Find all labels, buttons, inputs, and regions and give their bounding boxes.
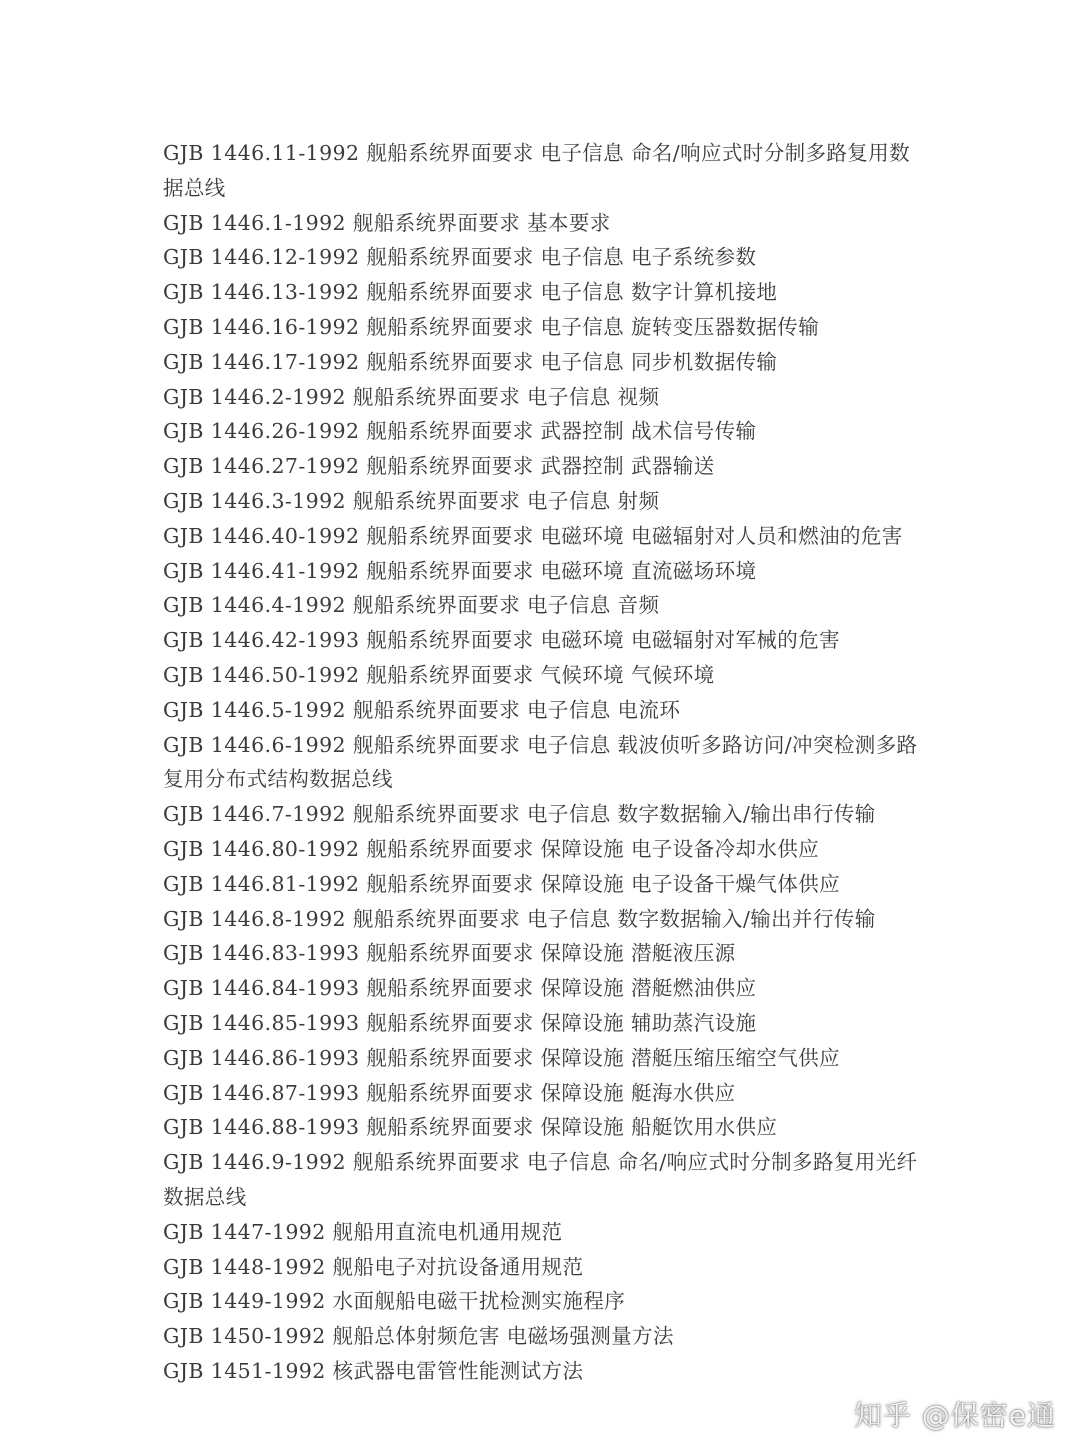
standard-entry: GJB 1446.87-1993 舰船系统界面要求 保障设施 艇海水供应	[163, 1080, 736, 1105]
standard-entry: GJB 1446.50-1992 舰船系统界面要求 气候环境 气候环境	[163, 662, 715, 687]
standard-entry: GJB 1451-1992 核武器电雷管性能测试方法	[163, 1358, 584, 1383]
standard-entry: GJB 1446.27-1992 舰船系统界面要求 武器控制 武器输送	[163, 454, 715, 479]
standard-entry: GJB 1447-1992 舰船用直流电机通用规范	[163, 1219, 563, 1244]
standard-entry: GJB 1446.41-1992 舰船系统界面要求 电磁环境 直流磁场环境	[163, 558, 757, 583]
standard-entry: GJB 1446.86-1993 舰船系统界面要求 保障设施 潜艇压缩压缩空气供应	[163, 1045, 840, 1070]
standard-entry: GJB 1446.26-1992 舰船系统界面要求 武器控制 战术信号传输	[163, 419, 757, 444]
standard-entry: GJB 1446.2-1992 舰船系统界面要求 电子信息 视频	[163, 384, 660, 409]
standard-entry: GJB 1446.11-1992 舰船系统界面要求 电子信息 命名/响应式时分制多路复用数据总线	[163, 141, 910, 200]
standard-entry: GJB 1446.17-1992 舰船系统界面要求 电子信息 同步机数据传输	[163, 349, 778, 374]
standard-entry: GJB 1446.81-1992 舰船系统界面要求 保障设施 电子设备干燥气体供应	[163, 871, 840, 896]
zhihu-watermark: 知乎 @保密e通	[853, 1399, 1056, 1432]
standard-entry: GJB 1446.9-1992 舰船系统界面要求 电子信息 命名/响应式时分制多路复用光纤数据总线	[163, 1150, 918, 1209]
standard-entry: GJB 1446.16-1992 舰船系统界面要求 电子信息 旋转变压器数据传输	[163, 314, 820, 339]
standard-entry: GJB 1446.6-1992 舰船系统界面要求 电子信息 载波侦听多路访问/冲突检测多路复用分布式结构数据总线	[163, 732, 918, 792]
standard-entry: GJB 1446.4-1992 舰船系统界面要求 电子信息 音频	[163, 593, 660, 618]
standard-entry: GJB 1446.12-1992 舰船系统界面要求 电子信息 电子系统参数	[163, 245, 757, 270]
standard-entry: GJB 1446.83-1993 舰船系统界面要求 保障设施 潜艇液压源	[163, 941, 736, 966]
standard-entry: GJB 1449-1992 水面舰船电磁干扰检测实施程序	[163, 1289, 626, 1314]
standard-entry: GJB 1446.8-1992 舰船系统界面要求 电子信息 数字数据输入/输出并行传输	[163, 906, 876, 931]
standard-entry: GJB 1446.80-1992 舰船系统界面要求 保障设施 电子设备冷却水供应	[163, 836, 820, 861]
standard-entry: GJB 1450-1992 舰船总体射频危害 电磁场强测量方法	[163, 1324, 674, 1349]
document-body	[163, 136, 923, 1389]
standard-entry: GJB 1446.7-1992 舰船系统界面要求 电子信息 数字数据输入/输出串行传输	[163, 802, 876, 827]
standard-entry: GJB 1446.88-1993 舰船系统界面要求 保障设施 船艇饮用水供应	[163, 1115, 778, 1140]
standard-entry: GJB 1446.3-1992 舰船系统界面要求 电子信息 射频	[163, 488, 660, 513]
standard-entry: GJB 1446.5-1992 舰船系统界面要求 电子信息 电流环	[163, 697, 681, 722]
standard-entry: GJB 1446.40-1992 舰船系统界面要求 电磁环境 电磁辐射对人员和燃油的危害	[163, 523, 903, 548]
standard-entry: GJB 1446.42-1993 舰船系统界面要求 电磁环境 电磁辐射对军械的危害	[163, 628, 840, 653]
standard-entry: GJB 1446.84-1993 舰船系统界面要求 保障设施 潜艇燃油供应	[163, 976, 757, 1001]
standard-entry: GJB 1446.85-1993 舰船系统界面要求 保障设施 辅助蒸汽设施	[163, 1010, 757, 1035]
standard-entry: GJB 1448-1992 舰船电子对抗设备通用规范	[163, 1254, 584, 1279]
standard-entry: GJB 1446.13-1992 舰船系统界面要求 电子信息 数字计算机接地	[163, 280, 778, 305]
standard-entry: GJB 1446.1-1992 舰船系统界面要求 基本要求	[163, 210, 611, 235]
